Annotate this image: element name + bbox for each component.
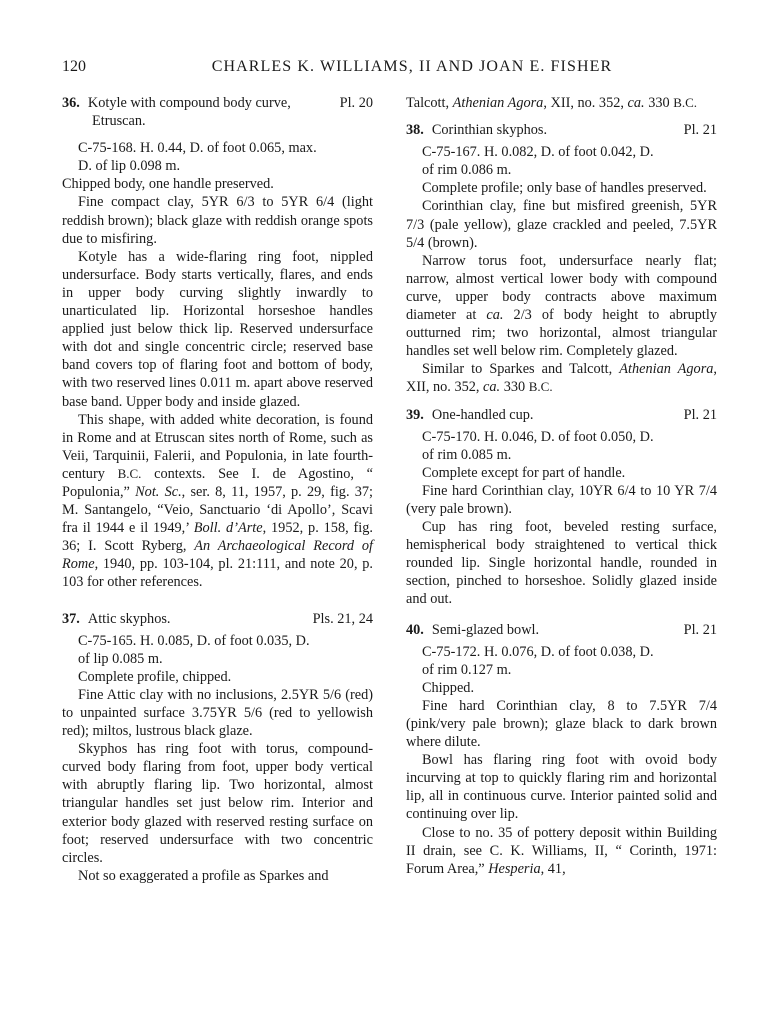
catalog-line: of lip 0.085 m.	[78, 650, 163, 667]
entry-title: One-handled cup.	[431, 406, 534, 423]
page-number: 120	[62, 58, 86, 75]
paragraph: Fine hard Corinthian clay, 10YR 6/4 to 10 YR 7/4 (very pale brown).	[406, 482, 717, 517]
entry-number: 36.	[62, 95, 80, 111]
continuation: Talcott, Athenian Agora, XII, no. 352, ca. 330 B.C.	[406, 95, 698, 111]
entry-36	[62, 94, 373, 592]
entry-number: 37.	[62, 610, 80, 627]
page-header	[62, 58, 722, 82]
catalog-line: C-75-170. H. 0.046, D. of foot 0.050, D.	[422, 428, 654, 445]
paragraph: Complete profile; only base of handles preserved.	[422, 180, 707, 197]
catalog-line: C-75-168. H. 0.44, D. of foot 0.065, max.	[78, 140, 317, 157]
plate-ref: Pls. 21, 24	[312, 610, 373, 627]
paragraph: Fine Attic clay with no inclusions, 2.5YR 5/6 (red) to unpainted surface 3.75YR 5/6 (red to yellowish red); miltos, lustrous black glaze.	[62, 686, 373, 740]
entry-heading	[406, 121, 717, 139]
paragraph: Complete profile, chipped.	[78, 668, 232, 685]
paragraph: Close to no. 35 of pottery deposit within Building II drain, see C. K. Williams, II, “ Corinth, 1971: Forum Area,” Hesperia, 41,	[406, 824, 717, 877]
right-column	[406, 94, 717, 878]
plate-ref: Pl. 21	[683, 406, 717, 423]
paragraph: Similar to Sparkes and Talcott, Athenian Agora, XII, no. 352, ca. 330 B.C.	[406, 361, 717, 396]
entry-38	[406, 121, 717, 396]
entry-title: Semi-glazed bowl.	[431, 621, 540, 638]
plate-ref: Pl. 21	[683, 122, 717, 139]
entry-title: Kotyle with compound body curve,	[87, 95, 291, 111]
entry-heading	[62, 610, 373, 628]
paragraph: Corinthian clay, fine but misfired greenish, 5YR 7/3 (pale yellow), glaze crackled and peeled, 7.5YR 5/4 (brown).	[406, 198, 717, 251]
paragraph: Complete except for part of handle.	[422, 464, 626, 481]
entry-number: 39.	[406, 406, 424, 423]
paragraph: Fine hard Corinthian clay, 8 to 7.5YR 7/4 (pink/very pale brown); glaze black to dark brown where dilute.	[406, 697, 717, 751]
plate-ref: Pl. 21	[683, 621, 717, 638]
catalog-line: of rim 0.086 m.	[422, 162, 512, 179]
paragraph: Fine compact clay, 5YR 6/3 to 5YR 6/4 (light reddish brown); black glaze with reddish orange spots due to misfiring.	[62, 194, 373, 247]
paragraph: Kotyle has a wide-flaring ring foot, nippled undersurface. Body starts vertically, flares, and ends in upper body curving slightly inwardly to unarticulated lip. Horizontal horseshoe handles applied just below thick lip. Reserved undersurface with dot and single concentric circle; reserved base band covers top of flaring foot and bottom of body, with two reserved lines 0.011 m. apart above reserved base band. Upper body and inside glazed.	[62, 248, 373, 410]
paragraph: Not so exaggerated a profile as Sparkes and	[78, 867, 329, 884]
entry-subtitle: Etruscan.	[92, 113, 146, 130]
catalog-line: C-75-165. H. 0.085, D. of foot 0.035, D.	[78, 632, 310, 649]
left-column	[62, 94, 373, 885]
paragraph: Chipped body, one handle preserved.	[62, 176, 274, 193]
catalog-line: of rim 0.085 m.	[422, 446, 512, 463]
paragraph: Chipped.	[422, 679, 475, 696]
entry-title: Corinthian skyphos.	[431, 122, 548, 139]
entry-39	[406, 406, 717, 609]
entry-heading	[406, 406, 717, 424]
plate-ref: Pl. 20	[339, 95, 373, 111]
catalog-line: of rim 0.127 m.	[422, 661, 512, 678]
entry-40	[406, 621, 717, 878]
paragraph: Cup has ring foot, beveled resting surface, hemispherical body straightened to vertical thick rounded lip. Single horizontal handle, rounded in section, pinched to horseshoe. Solidly glazed inside and out.	[406, 519, 717, 608]
entry-heading	[406, 621, 717, 639]
catalog-line: D. of lip 0.098 m.	[78, 158, 181, 175]
entry-37	[62, 610, 373, 885]
running-head: CHARLES K. WILLIAMS, II AND JOAN E. FISHER	[211, 58, 613, 75]
paragraph: Skyphos has ring foot with torus, compound-curved body flaring from foot, upper body vertical with abruptly flaring lip. Two horizontal, almost triangular handles set just below rim. Interior and exterior body glazed with reserved resting surface on foot; reserved undersurface with two concentric circles.	[62, 741, 373, 866]
catalog-line: C-75-172. H. 0.076, D. of foot 0.038, D.	[422, 643, 654, 660]
paragraph: Bowl has flaring ring foot with ovoid body incurving at top to quickly flaring rim and horizontal lip, all in continuous curve. Interior painted solid and continuing over lip.	[406, 752, 717, 823]
entry-number: 38.	[406, 122, 424, 139]
entry-number: 40.	[406, 621, 424, 638]
entry-title: Attic skyphos.	[87, 610, 171, 627]
catalog-line: C-75-167. H. 0.082, D. of foot 0.042, D.	[422, 144, 654, 161]
paragraph: Narrow torus foot, undersurface nearly flat; narrow, almost vertical lower body with compound curve, upper body contracts above maximum diameter at ca. 2/3 of body height to abruptly outturned rim; two horizontal, almost triangular handles set well below rim. Completely glazed.	[406, 252, 718, 360]
paragraph: This shape, with added white decoration, is found in Rome and at Etruscan sites north of Rome, such as Veii, Tarquinii, Falerii, and Populonia, in late fourth-century B.C. contexts. See I. de Agostino, “ Populonia,” Not. Sc., ser. 8, 11, 1957, p. 29, fig. 37; M. Santangelo, “Veio, Sanctuario ‘di Apollo’, Scavi fra il 1944 e il 1949,’ Boll. d’Arte, 1952, p. 158, fig. 36; I. Scott Ryberg, An Archaeological Record of Rome, 1940, pp. 103-104, pl. 21:111, and note 20, p. 103 for other references.	[62, 411, 374, 591]
entry-heading	[62, 94, 373, 112]
